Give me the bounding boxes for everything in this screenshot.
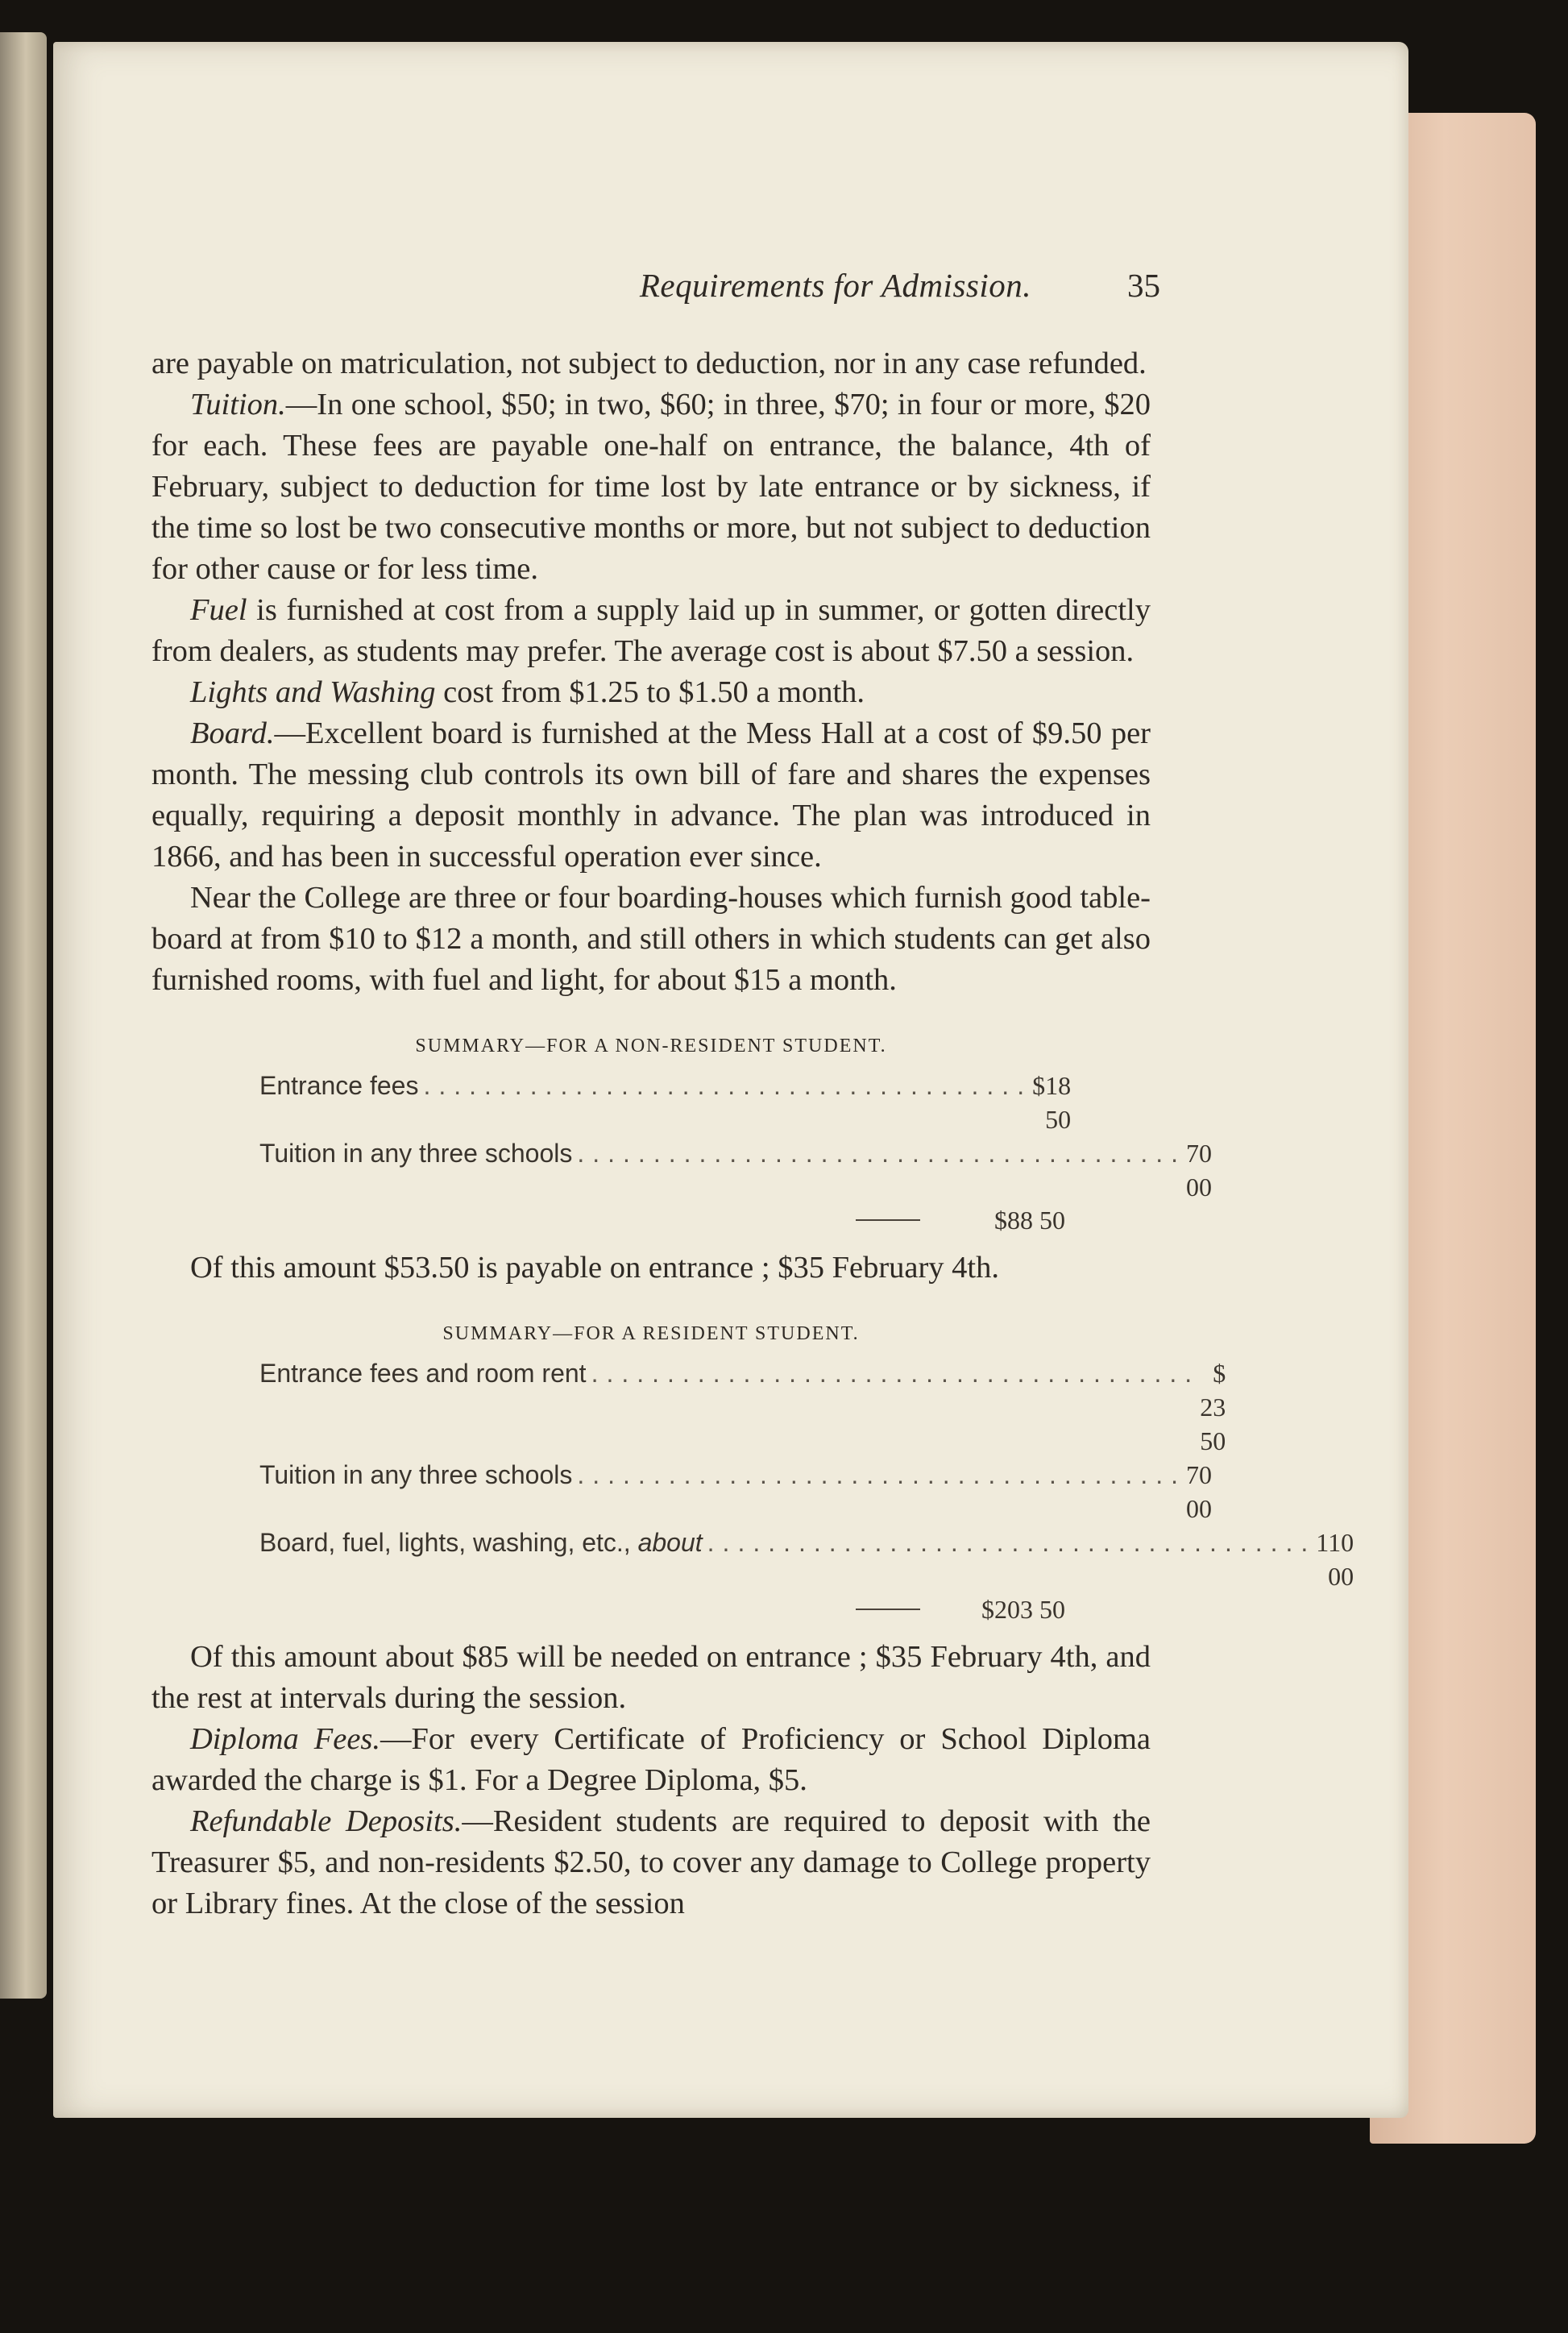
tuition-term: Tuition. bbox=[190, 388, 286, 421]
paragraph-continuation: are payable on matriculation, not subject to deduction, nor in any case refunded. bbox=[151, 347, 1147, 380]
deposit-term: Refundable Deposits. bbox=[190, 1804, 463, 1838]
summary-total-row bbox=[259, 1204, 1065, 1236]
paragraph-fuel bbox=[151, 590, 1151, 672]
dot-leader: ........................................ bbox=[423, 1071, 1033, 1100]
left-page-edge bbox=[0, 32, 47, 1999]
summary-nonresident-heading: SUMMARY—FOR A NON-RESIDENT STUDENT. bbox=[415, 1036, 887, 1056]
page-number: 35 bbox=[1127, 267, 1160, 304]
row-amount: $18 50 bbox=[1032, 1071, 1072, 1134]
dot-leader: ........................................ bbox=[577, 1460, 1186, 1489]
summary-total: $203 50 bbox=[981, 1595, 1065, 1624]
summary-resident-heading: SUMMARY—FOR A RESIDENT STUDENT. bbox=[442, 1323, 860, 1344]
row-label: Tuition in any three schools bbox=[259, 1460, 573, 1489]
row-label-text: Board, fuel, lights, washing, etc., bbox=[259, 1528, 631, 1557]
paragraph-boarding-houses: Near the College are three or four boarding-houses which furnish good table-board at from $10 to $12 a month, and still others in which students can get also furnished rooms, with fuel and light, for about $15 a month. bbox=[151, 881, 1151, 997]
summary-row bbox=[259, 1069, 1072, 1136]
row-amount: 70 00 bbox=[1185, 1139, 1212, 1202]
fuel-text: is furnished at cost from a supply laid up in summer, or gotten directly from dealers, as students may prefer. The average cost is about $7.50 a session. bbox=[151, 593, 1151, 668]
row-label: Entrance fees bbox=[259, 1071, 419, 1100]
lights-text: cost from $1.25 to $1.50 a month. bbox=[435, 675, 865, 709]
row-amount: 70 00 bbox=[1185, 1460, 1212, 1523]
board-term: Board. bbox=[190, 716, 275, 750]
dot-leader: ........................................ bbox=[577, 1139, 1186, 1168]
paragraph-refundable-deposits bbox=[151, 1801, 1151, 1924]
row-label: Tuition in any three schools bbox=[259, 1139, 573, 1168]
row-label: Entrance fees and room rent bbox=[259, 1359, 587, 1388]
summary-total-row bbox=[259, 1593, 1065, 1625]
summary-resident-note: Of this amount about $85 will be needed on entrance ; $35 February 4th, and the rest at intervals during the session. bbox=[151, 1640, 1151, 1715]
summary-row bbox=[259, 1356, 1226, 1458]
row-label bbox=[259, 1526, 703, 1559]
dot-leader: ........................................ bbox=[591, 1359, 1201, 1388]
dot-leader: ........................................ bbox=[707, 1528, 1317, 1557]
running-head-title: Requirements for Admission. bbox=[639, 267, 1031, 304]
paragraph-board bbox=[151, 713, 1151, 878]
board-text: —Excellent board is furnished at the Mess Hall at a cost of $9.50 per month. The messing club controls its own bill of fare and shares the expenses equally, requiring a deposit monthly in advance. The plan was introduced in 1866, and has been in successful operation ever since. bbox=[151, 716, 1151, 874]
fuel-term: Fuel bbox=[190, 593, 247, 627]
total-rule bbox=[856, 1609, 920, 1610]
summary-row bbox=[259, 1458, 1212, 1526]
paragraph-tuition bbox=[151, 384, 1151, 590]
row-amount: $ 23 50 bbox=[1200, 1359, 1226, 1455]
page-content bbox=[151, 343, 1354, 1924]
summary-total: $88 50 bbox=[994, 1206, 1065, 1235]
running-head bbox=[161, 266, 1160, 314]
row-amount: 110 00 bbox=[1316, 1528, 1354, 1591]
lights-term: Lights and Washing bbox=[190, 675, 436, 709]
paragraph-diploma-fees bbox=[151, 1719, 1151, 1801]
total-rule bbox=[856, 1219, 920, 1221]
deposit-text: —Resident students are required to deposit with the Treasurer $5, and non-residents $2.50, to cover any damage to College property or Library fines. At the close of the session bbox=[151, 1804, 1151, 1920]
diploma-text: —For every Certificate of Proficiency or School Diploma awarded the charge is $1. For a Degree Diploma, $5. bbox=[151, 1722, 1151, 1797]
row-label-italic: about bbox=[637, 1528, 703, 1557]
summary-nonresident-note: Of this amount $53.50 is payable on entrance ; $35 February 4th. bbox=[190, 1251, 999, 1285]
summary-row bbox=[259, 1136, 1212, 1204]
tuition-text: —In one school, $50; in two, $60; in three, $70; in four or more, $20 for each. These fees are payable one-half on entrance, the balance, 4th of February, subject to deduction for time lost by late entrance or by sickness, if the time so lost be two consecutive months or more, but not subject to deduction for other cause or for less time. bbox=[151, 388, 1151, 586]
summary-nonresident-table bbox=[259, 1069, 1212, 1236]
paragraph-lights bbox=[151, 672, 1151, 713]
summary-resident-table bbox=[259, 1356, 1354, 1625]
diploma-term: Diploma Fees. bbox=[190, 1722, 381, 1756]
summary-row bbox=[259, 1526, 1354, 1593]
